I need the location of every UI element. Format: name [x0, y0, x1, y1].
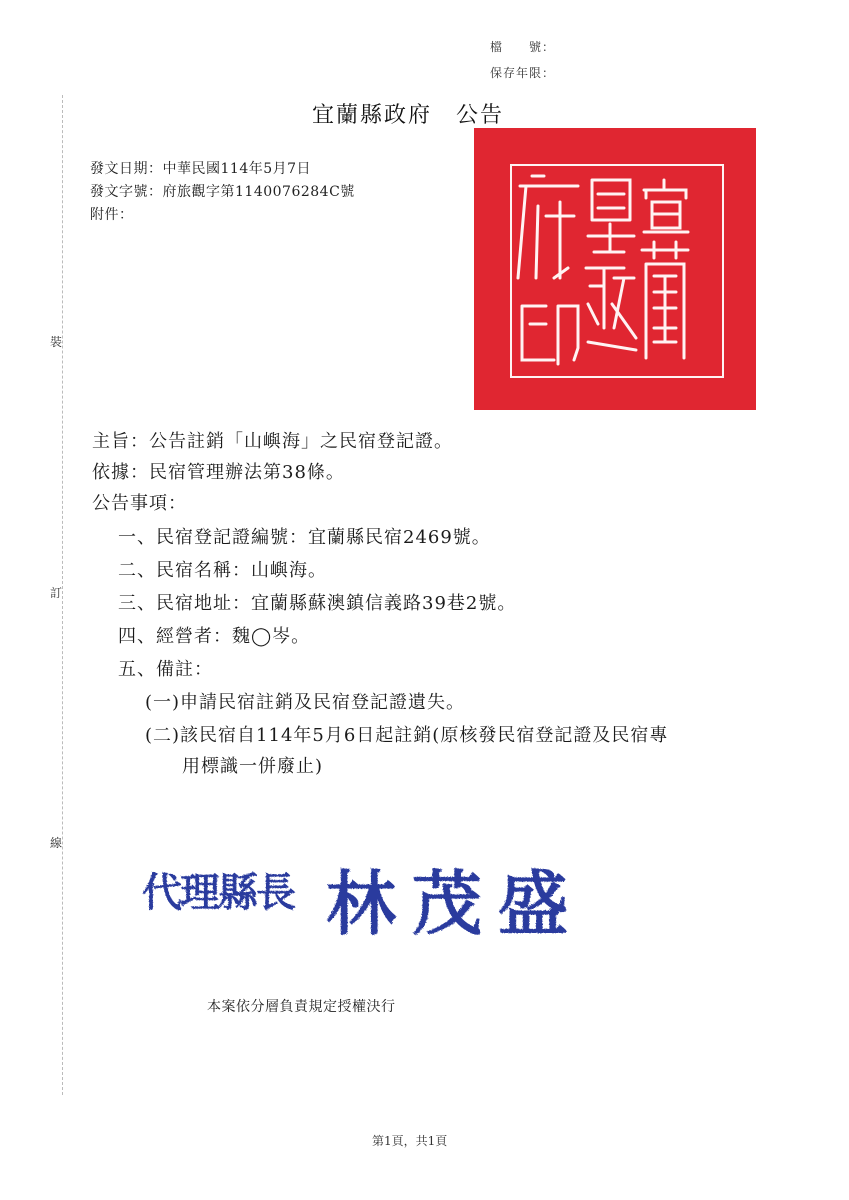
note-item: (二)該民宿自114年5月6日起註銷(原核發民宿登記證及民宿專	[145, 725, 669, 746]
document-number: 發文字號：府旅觀字第1140076284C號	[90, 184, 355, 200]
page-number: 第1頁，共1頁	[372, 1134, 448, 1148]
subject-line: 主旨：公告註銷「山嶼海」之民宿登記證。	[92, 431, 453, 452]
authorization-note: 本案依分層負責規定授權決行	[207, 999, 396, 1015]
official-seal	[474, 128, 756, 410]
svg-text:代理縣長: 代理縣長	[142, 870, 294, 916]
attachment-label: 附件：	[90, 207, 134, 223]
archive-retention: 保存年限：	[490, 66, 556, 80]
page-title: 宜蘭縣政府 公告	[312, 103, 505, 128]
signature-picture	[138, 840, 618, 950]
list-item: 五、備註：	[118, 659, 213, 680]
binding-mark-ding: 訂	[50, 586, 63, 600]
svg-text:林茂盛: 林茂盛	[326, 863, 584, 945]
list-item: 四、經營者：魏◯岑。	[118, 626, 311, 647]
list-item: 二、民宿名稱：山嶼海。	[118, 560, 327, 581]
binding-mark-zhuang: 裝	[50, 335, 63, 349]
signature-stamp	[138, 840, 618, 954]
note-item: (一)申請民宿註銷及民宿登記證遺失。	[145, 692, 466, 713]
items-heading: 公告事項：	[92, 493, 187, 514]
list-item: 三、民宿地址：宜蘭縣蘇澳鎮信義路39巷2號。	[118, 593, 517, 614]
note-item-continuation: 用標識一併廢止)	[182, 756, 324, 777]
list-item: 一、民宿登記證編號：宜蘭縣民宿2469號。	[118, 527, 491, 548]
seal-glyphs-icon	[474, 128, 756, 410]
basis-line: 依據：民宿管理辦法第38條。	[92, 462, 345, 483]
issue-date: 發文日期：中華民國114年5月7日	[90, 161, 312, 177]
archive-file-no: 檔 號：	[490, 40, 556, 54]
binding-mark-xian: 線	[50, 836, 63, 850]
binding-line	[62, 95, 63, 1095]
